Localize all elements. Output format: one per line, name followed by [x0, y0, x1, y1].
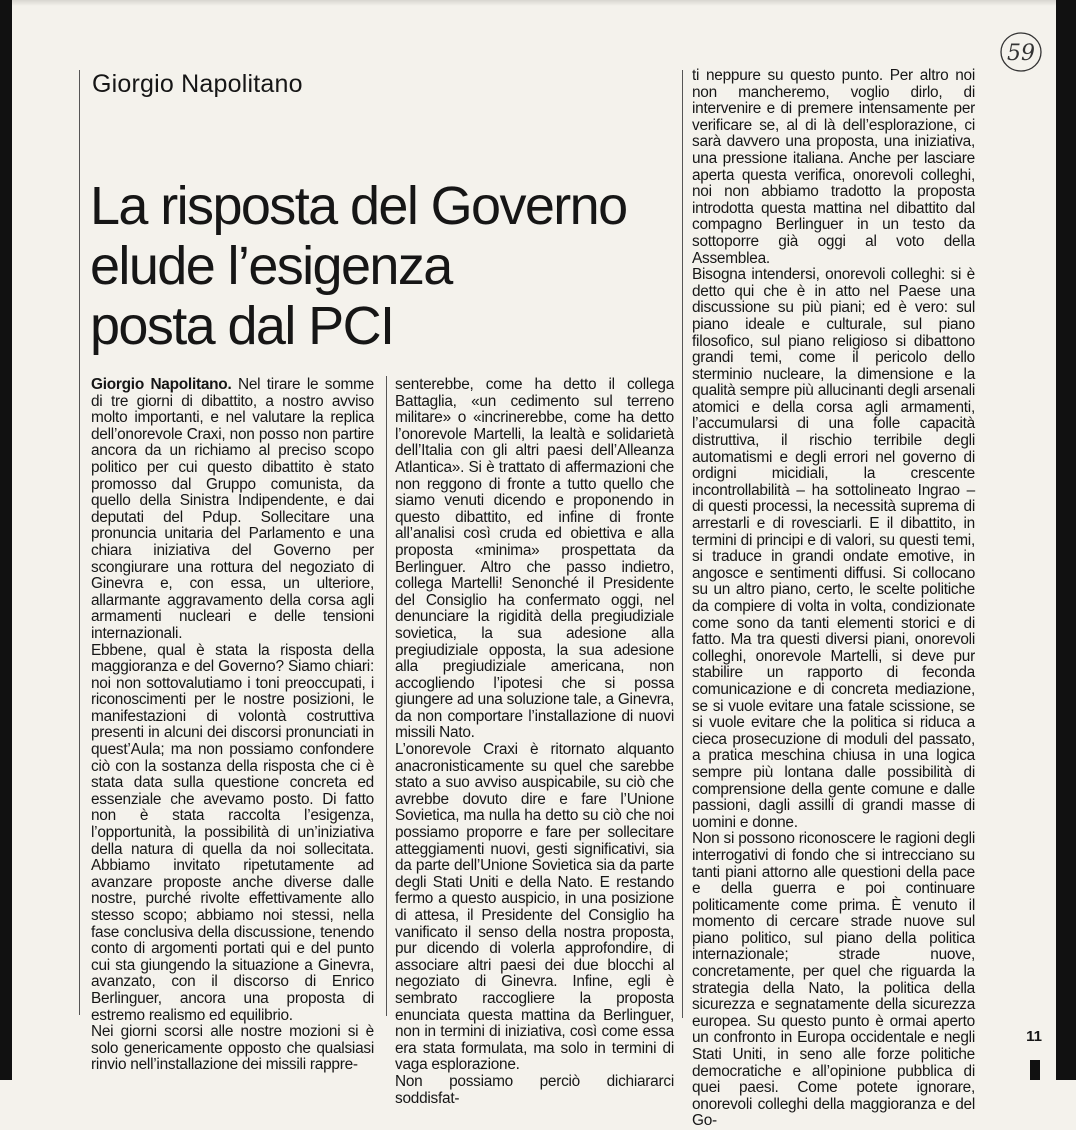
paragraph: Ebbene, qual è stata la risposta della maggioranza e del Governo? Siamo chiari: noi non sottovalutiamo i toni preoccupati, i riconoscimenti per le nostre posizioni, le manifestazioni di volontà costruttiva presenti in alcuni dei discorsi pronunciati in quest’Aula; ma non possiamo confondere ciò con la sostanza della risposta che ci è stata data sulla questione concreta ed essenziale che avevamo posto. Di fatto non è stata raccolta l’esigenza, l’opportunità, la possibilità di un’iniziativa della natura di quella da noi sollecitata. Abbiamo invitato ripetutamente ad avanzare proposte anche diverse dalle nostre, purché rivolte effettivamente allo stesso scopo; abbiamo noi stessi, nella fase conclusiva della discussione, tenendo conto di argomenti portati qui e del punto cui sta giungendo la situazione a Ginevra, avanzato, con il discorso di Enrico Berlinguer, ancora una proposta di estremo realismo ed equilibrio. — [91, 641, 374, 1024]
paragraph: Nei giorni scorsi alle nostre mozioni si è solo genericamente opposto che qualsiasi rinvio nell’installazione dei missili rappre- — [91, 1023, 374, 1074]
text-column-3 — [692, 68, 975, 1130]
text-column-1 — [91, 377, 374, 1074]
paragraph: Non possiamo perciò dichiararci soddisfat- — [395, 1072, 674, 1107]
speaker-name: Giorgio Napolitano. — [91, 376, 232, 393]
handwritten-page-annotation — [998, 30, 1044, 74]
column-rule-middle — [386, 376, 387, 1016]
circled-number-icon — [998, 30, 1044, 74]
column-rule-left — [79, 70, 80, 1015]
paragraph: ti neppure su questo punto. Per altro noi non mancheremo, voglio dirlo, di intervenire e di premere intensamente per verificare se, al di là dell’esplorazione, ci sarà davvero una proposta, una iniziativa, una pressione italiana. Anche per lasciare aperta questa verifica, onorevoli colleghi, noi non abbiamo tradotto la proposta introdotta questa mattina nel dibattito dal compagno Berlinguer in un testo da sottoporre già oggi al voto della Assemblea. — [692, 67, 975, 267]
author-heading: Giorgio Napolitano — [92, 70, 303, 98]
text-column-2 — [395, 377, 674, 1107]
annotation-number: 59 — [1007, 41, 1035, 66]
paragraph: L’onorevole Craxi è ritornato alquanto anacronisticamente su quel che sarebbe stato a suo avviso auspicabile, su ciò che avrebbe dovuto dire e fare l’Unione Sovietica, ma nulla ha detto su ciò che noi possiamo proporre e fare per sollecitare atteggiamenti nuovi, gesti significativi, sia da parte dell’Unione Sovietica sia da parte degli Stati Uniti e della Nato. E restando fermo a questo auspicio, in una posizione di attesa, il Presidente del Consiglio ha vanificato il senso della nostra proposta, pur dicendo di volerla approfondire, di associare altri paesi dei due blocchi al negoziato di Ginevra. Infine, egli è sembrato raccogliere la proposta enunciata questa mattina da Berlinguer, non in termini di iniziativa, così come essa era stata formulata, ma solo in termini di vaga esplorazione. — [395, 741, 674, 1074]
paragraph: Non si possono riconoscere le ragioni degli interrogativi di fondo che si intrecciano su tanti piani attorno alle questioni della pace e della guerra e poi continuare politicamente come prima. È venuto il momento di cercare strade nuove sul piano politico, sul piano della politica internazionale; strade nuove, concretamente, per quel che riguarda la strategia della Nato, la politica della sicurezza e segnatamente della sicurezza europea. Su questo punto è ormai aperto un confronto in Europa occidentale e negli Stati Uniti, in seno alle forze politiche democratiche e all’opinione pubblica di quei paesi. Come potete ignorare, onorevoli colleghi della maggioranza e del Go- — [692, 830, 975, 1130]
scan-top-shadow — [12, 0, 1076, 6]
title-line: posta dal PCI — [90, 296, 394, 356]
scan-right-border — [1056, 0, 1076, 1080]
article-title — [90, 176, 690, 356]
paragraph: senterebbe, come ha detto il collega Battaglia, «un cedimento sul terreno militare» o «incrinerebbe, come ha detto l’onorevole Martelli, la lealtà e solidarietà dell’Italia con gli altri paesi dell’Alleanza Atlantica». Si è trattato di affermazioni che non reggono di fronte a tutto quello che siamo venuti dicendo e proponendo in questo dibattito, ed infine di fronte all’analisi così cruda ed obiettiva e alla proposta «minima» prospettata da Berlinguer. Altro che passo indietro, collega Martelli! Senonché il Presidente del Consiglio ha confermato oggi, nel denunciare la rigidità della pregiudiziale sovietica, la sua adesione alla pregiudiziale opposta, la sua adesione alla pregiudiziale americana, non accogliendo l’ipotesi che si possa giungere ad una soluzione tale, a Ginevra, da non comportare l’installazione di nuovi missili Nato. — [395, 376, 674, 742]
paragraph-text: Nel tirare le somme di tre giorni di dibattito, a nostro avviso molto importanti, e nel valutare la replica dell’onorevole Craxi, non posso non partire ancora da un richiamo al preciso scopo politico per cui questo dibattito è stato promosso dal Gruppo comunista, da quello della Sinistra Indipendente, e dai deputati del Pdup. Sollecitare una pronuncia unitaria del Parlamento e una chiara iniziativa del Governo per scongiurare una rottura del negoziato di Ginevra e, con essa, un ulteriore, allarmante aggravamento della corsa agli armamenti nucleari e delle tensioni internazionali. — [91, 376, 374, 642]
title-line: elude l’esigenza — [90, 236, 452, 296]
paragraph: Bisogna intendersi, onorevoli colleghi: si è detto qui che è in atto nel Paese una discussione su più piani; ed è vero: sul piano ideale e culturale, sul piano filosofico, sul piano religioso si dibattono grandi temi, come il pericolo dello sterminio nucleare, la dimensione e la qualità sempre più allucinanti degli arsenali atomici e della corsa agli armamenti, l’accumularsi di una folle capacità distruttiva, il rischio terribile degli automatismi e degli errori nel governo di ordigni micidiali, la crescente incontrollabilità – ha sottolineato Ingrao – di questi processi, la necessità suprema di arrestarli e di rovesciarli. E il dibattito, in termini di principi e di valori, su questi temi, si traduce in grandi ondate emotive, in angosce e sentimenti diffusi. Si collocano su un altro piano, certo, le scelte politiche da compiere di volta in volta, condizionate come sono da tanti elementi storici e di fatto. Ma tra questi diversi piani, onorevoli colleghi, onorevole Martelli, si deve pur stabilire un rapporto di feconda comunicazione e di concreta mediazione, se si vuole evitare una fatale scissione, se si vuole evitare che la politica si riduca a cieca prosecuzione di moduli del passato, a pratica meschina chiusa in una logica sempre più lontana dalle possibilità di comprensione della gente comune e dalle passioni, dagli assilli di grandi masse di uomini e donne. — [692, 266, 975, 831]
page-number: 11 — [1026, 1028, 1042, 1045]
title-line: La risposta del Governo — [90, 176, 627, 236]
scan-bottom-mark — [1030, 1060, 1040, 1080]
paragraph — [91, 377, 374, 643]
scan-left-border — [0, 0, 12, 1080]
